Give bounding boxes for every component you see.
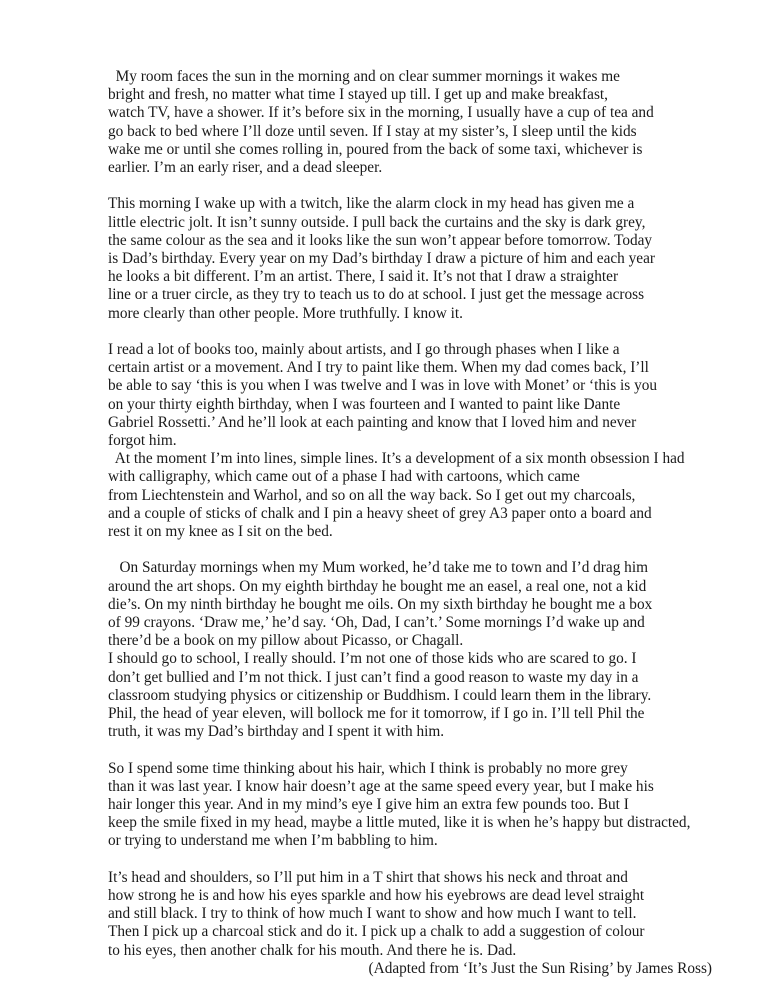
text-line: how strong he is and how his eyes sparkle and how his eyebrows are dead level straight <box>108 887 645 905</box>
text-line: bright and fresh, no matter what time I stayed up till. I get up and make breakfast, <box>108 86 608 104</box>
text-line: So I spend some time thinking about his hair, which I think is probably no more grey <box>108 759 628 777</box>
text-line: there’d be a book on my pillow about Picasso, or Chagall. <box>108 632 464 650</box>
text-line: to his eyes, then another chalk for his mouth. And there he is. Dad. <box>108 941 517 959</box>
text-line: die’s. On my ninth birthday he bought me oils. On my sixth birthday he bought me a box <box>108 595 653 613</box>
text-line: Phil, the head of year eleven, will bollock me for it tomorrow, if I go in. I’ll tell Phil the <box>108 705 645 723</box>
text-line: with calligraphy, which came out of a phase I had with cartoons, which came <box>108 468 580 486</box>
text-line: and still black. I try to think of how much I want to show and how much I want to tell. <box>108 905 637 923</box>
text-line: keep the smile fixed in my head, maybe a little muted, like it is when he’s happy but distracted, <box>108 814 691 832</box>
text-line: At the moment I’m into lines, simple lines. It’s a development of a six month obsession I had <box>108 450 685 468</box>
text-line: of 99 crayons. ‘Draw me,’ he’d say. ‘Oh, Dad, I can’t.’ Some mornings I’d wake up and <box>108 614 645 632</box>
text-line: I read a lot of books too, mainly about artists, and I go through phases when I like a <box>108 341 620 359</box>
paragraph <box>108 760 768 851</box>
text-line: This morning I wake up with a twitch, like the alarm clock in my head has given me a <box>108 195 635 213</box>
text-line: hair longer this year. And in my mind’s eye I give him an extra few pounds too. But I <box>108 796 629 814</box>
text-line: he looks a bit different. I’m an artist. There, I said it. It’s not that I draw a straighter <box>108 268 619 286</box>
text-line: little electric jolt. It isn’t sunny outside. I pull back the curtains and the sky is dark grey, <box>108 213 646 231</box>
paragraph <box>108 195 768 322</box>
text-line: On Saturday mornings when my Mum worked, he’d take me to town and I’d drag him <box>108 559 648 577</box>
document-body <box>108 68 768 978</box>
text-line: is Dad’s birthday. Every year on my Dad’s birthday I draw a picture of him and each year <box>108 250 655 268</box>
text-line: Then I pick up a charcoal stick and do it. I pick up a chalk to add a suggestion of colour <box>108 923 645 941</box>
paragraph <box>108 869 768 960</box>
text-line: I should go to school, I really should. I’m not one of those kids who are scared to go. I <box>108 650 637 668</box>
text-line: don’t get bullied and I’m not thick. I just can’t find a good reason to waste my day in a <box>108 668 639 686</box>
paragraph-gap <box>108 741 768 759</box>
text-line: or trying to understand me when I’m babbling to him. <box>108 832 438 850</box>
text-line: line or a truer circle, as they try to teach us to do at school. I just get the message across <box>108 286 645 304</box>
text-line: watch TV, have a shower. If it’s before six in the morning, I usually have a cup of tea and <box>108 104 654 122</box>
text-line: Gabriel Rossetti.’ And he’ll look at each painting and know that I loved him and never <box>108 413 637 431</box>
text-line: certain artist or a movement. And I try to paint like them. When my dad comes back, I’ll <box>108 359 649 377</box>
text-line: the same colour as the sea and it looks like the sun won’t appear before tomorrow. Today <box>108 231 653 249</box>
paragraph <box>108 68 768 177</box>
attribution: (Adapted from ‘It’s Just the Sun Rising’ by James Ross) <box>368 959 712 977</box>
paragraph-gap <box>108 323 768 341</box>
paragraph-gap <box>108 541 768 559</box>
text-line: and a couple of sticks of chalk and I pin a heavy sheet of grey A3 paper onto a board and <box>108 504 652 522</box>
text-line: earlier. I’m an early riser, and a dead sleeper. <box>108 159 383 177</box>
paragraph-gap <box>108 851 768 869</box>
text-line: rest it on my knee as I sit on the bed. <box>108 523 333 541</box>
text-line: more clearly than other people. More truthfully. I know it. <box>108 304 463 322</box>
text-line: My room faces the sun in the morning and on clear summer mornings it wakes me <box>108 68 620 85</box>
text-line: classroom studying physics or citizenship or Buddhism. I could learn them in the library. <box>108 686 652 704</box>
paragraphs <box>108 68 768 960</box>
text-line: on your thirty eighth birthday, when I was fourteen and I wanted to paint like Dante <box>108 395 621 413</box>
text-line: truth, it was my Dad’s birthday and I spent it with him. <box>108 723 445 741</box>
text-line: from Liechtenstein and Warhol, and so on all the way back. So I get out my charcoals, <box>108 486 636 504</box>
paragraph-gap <box>108 177 768 195</box>
text-line: It’s head and shoulders, so I’ll put him in a T shirt that shows his neck and throat and <box>108 868 628 886</box>
text-line: than it was last year. I know hair doesn’t age at the same speed every year, but I make his <box>108 777 654 795</box>
text-line: forgot him. <box>108 432 177 450</box>
text-line: around the art shops. On my eighth birthday he bought me an easel, a real one, not a kid <box>108 577 647 595</box>
text-line: wake me or until she comes rolling in, poured from the back of some taxi, whichever is <box>108 140 643 158</box>
text-line: be able to say ‘this is you when I was twelve and I was in love with Monet’ or ‘this is you <box>108 377 658 395</box>
text-line: go back to bed where I’ll doze until seven. If I stay at my sister’s, I sleep until the kids <box>108 122 637 140</box>
paragraph <box>108 341 768 541</box>
paragraph <box>108 559 768 741</box>
